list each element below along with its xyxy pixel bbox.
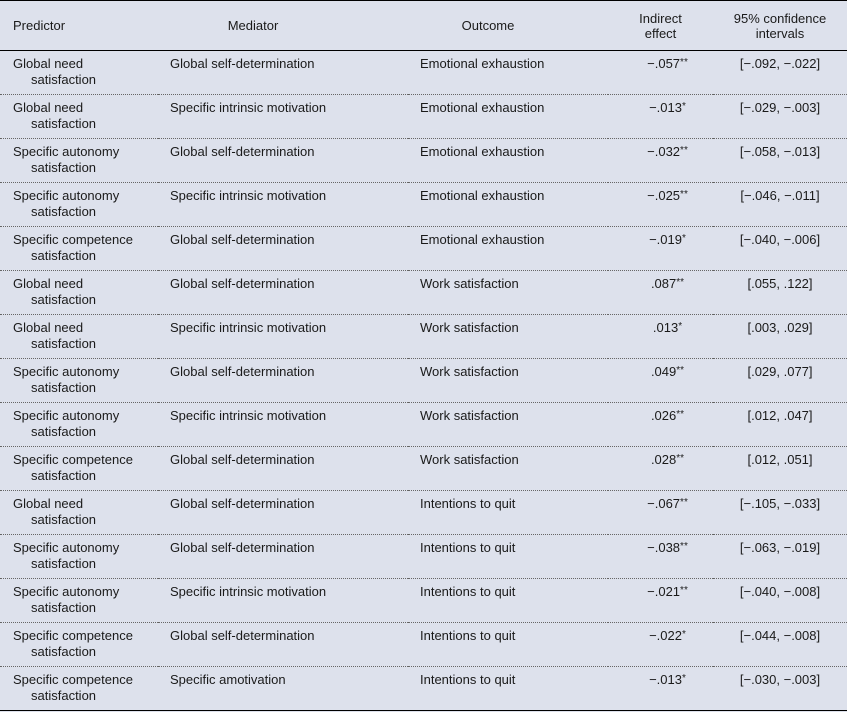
table-row: [0, 403, 847, 447]
predictor-cell: [0, 447, 158, 491]
predictor-line1: Specific autonomy: [13, 144, 120, 159]
significance-stars: *: [682, 629, 686, 640]
predictor-line2: satisfaction: [31, 644, 97, 659]
indirect-effect-cell: [608, 51, 713, 95]
mediator-cell: Global self-determination: [170, 276, 315, 291]
predictor-line2: satisfaction: [31, 512, 97, 527]
significance-stars: **: [680, 541, 688, 552]
outcome-cell: Emotional exhaustion: [420, 100, 545, 115]
table-row: [0, 183, 847, 227]
predictor-cell: [0, 359, 158, 403]
indirect-effect-cell: [608, 535, 713, 579]
mediator-cell: Global self-determination: [170, 496, 315, 511]
header-indirect-effect-line2: effect: [644, 25, 677, 41]
header-mediator-label: Mediator: [227, 18, 279, 33]
header-predictor-label: Predictor: [13, 18, 66, 33]
significance-stars: **: [680, 189, 688, 200]
outcome-cell: Intentions to quit: [420, 496, 516, 511]
predictor-line1: Global need: [13, 320, 84, 335]
predictor-line1: Specific autonomy: [13, 408, 120, 423]
significance-stars: **: [676, 365, 685, 376]
indirect-effect-value: .087: [650, 276, 677, 291]
predictor-line2: satisfaction: [31, 380, 97, 395]
significance-stars: **: [676, 409, 685, 420]
predictor-line1: Specific autonomy: [13, 584, 120, 599]
outcome-cell: Emotional exhaustion: [420, 232, 545, 247]
outcome-cell: Work satisfaction: [420, 364, 519, 379]
outcome-cell: Work satisfaction: [420, 452, 519, 467]
header-ci-line1: 95% confidence: [733, 10, 827, 26]
predictor-line2: satisfaction: [31, 556, 97, 571]
significance-stars: **: [680, 497, 688, 508]
predictor-line1: Specific competence: [13, 628, 133, 643]
header-outcome: [408, 1, 608, 51]
indirect-effect-value: −.013: [649, 100, 682, 115]
table-row: [0, 359, 847, 403]
indirect-effect-cell: [608, 491, 713, 535]
table-row: [0, 579, 847, 623]
header-indirect-effect: [608, 1, 713, 51]
outcome-cell: Emotional exhaustion: [420, 56, 545, 71]
significance-stars: **: [680, 585, 688, 596]
header-outcome-label: Outcome: [461, 18, 515, 33]
predictor-line1: Global need: [13, 496, 84, 511]
outcome-cell: Intentions to quit: [420, 584, 516, 599]
outcome-cell: Work satisfaction: [420, 320, 519, 335]
indirect-effect-value: −.021: [647, 584, 681, 599]
indirect-effect-value: −.013: [649, 672, 682, 687]
outcome-cell: Emotional exhaustion: [420, 188, 545, 203]
predictor-line1: Specific competence: [13, 452, 133, 467]
table-row: [0, 51, 847, 95]
significance-stars: *: [682, 101, 686, 112]
confidence-interval-cell: [−.040, −.006]: [739, 232, 821, 247]
outcome-cell: Intentions to quit: [420, 628, 516, 643]
confidence-interval-cell: [.012, .051]: [747, 452, 813, 467]
table-row: [0, 271, 847, 315]
header-indirect-effect-line1: Indirect: [639, 10, 682, 26]
confidence-interval-cell: [−.030, −.003]: [739, 672, 821, 687]
predictor-cell: [0, 535, 158, 579]
predictor-line2: satisfaction: [31, 204, 97, 219]
confidence-interval-cell: [−.092, −.022]: [739, 56, 821, 71]
mediator-cell: Global self-determination: [170, 56, 315, 71]
predictor-line2: satisfaction: [31, 600, 97, 615]
indirect-effect-value: −.057: [647, 56, 681, 71]
confidence-interval-cell: [.003, .029]: [747, 320, 813, 335]
indirect-effect-value: −.025: [647, 188, 681, 203]
indirect-effect-cell: [608, 227, 713, 271]
table-row: [0, 667, 847, 711]
header-predictor: [0, 1, 158, 51]
indirect-effect-cell: [608, 403, 713, 447]
confidence-interval-cell: [.012, .047]: [747, 408, 813, 423]
indirect-effect-value: .026: [650, 408, 677, 423]
predictor-line1: Global need: [13, 276, 84, 291]
outcome-cell: Emotional exhaustion: [420, 144, 545, 159]
outcome-cell: Intentions to quit: [420, 540, 516, 555]
table-body: [0, 51, 847, 711]
mediator-cell: Global self-determination: [170, 144, 315, 159]
table-row: [0, 447, 847, 491]
predictor-line2: satisfaction: [31, 336, 97, 351]
indirect-effect-value: −.019: [649, 232, 682, 247]
mediator-cell: Global self-determination: [170, 452, 315, 467]
predictor-cell: [0, 271, 158, 315]
outcome-cell: Work satisfaction: [420, 276, 519, 291]
indirect-effect-value: .013: [652, 320, 679, 335]
predictor-line2: satisfaction: [31, 72, 97, 87]
indirect-effect-value: .028: [650, 452, 677, 467]
predictor-line1: Specific autonomy: [13, 540, 120, 555]
mediator-cell: Global self-determination: [170, 540, 315, 555]
indirect-effect-value: −.067: [647, 496, 681, 511]
indirect-effect-value: −.032: [647, 144, 681, 159]
mediator-cell: Specific intrinsic motivation: [170, 320, 327, 335]
confidence-interval-cell: [.055, .122]: [747, 276, 813, 291]
predictor-line1: Global need: [13, 100, 84, 115]
mediator-cell: Global self-determination: [170, 628, 315, 643]
predictor-cell: [0, 667, 158, 711]
table-row: [0, 535, 847, 579]
indirect-effect-cell: [608, 271, 713, 315]
predictor-line1: Specific competence: [13, 672, 133, 687]
significance-stars: *: [682, 233, 686, 244]
header-confidence-intervals: [713, 1, 847, 51]
table-row: [0, 227, 847, 271]
indirect-effect-cell: [608, 667, 713, 711]
significance-stars: **: [680, 145, 688, 156]
table-row: [0, 315, 847, 359]
indirect-effect-value: .049: [650, 364, 677, 379]
predictor-line1: Specific autonomy: [13, 364, 120, 379]
indirect-effect-value: −.038: [647, 540, 681, 555]
outcome-cell: Work satisfaction: [420, 408, 519, 423]
significance-stars: *: [682, 673, 686, 684]
predictor-cell: [0, 139, 158, 183]
indirect-effect-cell: [608, 95, 713, 139]
indirect-effect-value: −.022: [649, 628, 682, 643]
mediator-cell: Specific intrinsic motivation: [170, 188, 327, 203]
predictor-cell: [0, 227, 158, 271]
confidence-interval-cell: [−.058, −.013]: [739, 144, 821, 159]
confidence-interval-cell: [−.105, −.033]: [739, 496, 821, 511]
indirect-effect-cell: [608, 183, 713, 227]
significance-stars: **: [680, 57, 688, 68]
header-row: [0, 1, 847, 51]
mediator-cell: Global self-determination: [170, 232, 315, 247]
table-header: [0, 1, 847, 51]
predictor-cell: [0, 51, 158, 95]
mediator-cell: Specific intrinsic motivation: [170, 408, 327, 423]
mediator-cell: Specific intrinsic motivation: [170, 584, 327, 599]
confidence-interval-cell: [−.046, −.011]: [740, 188, 820, 203]
header-mediator: [158, 1, 408, 51]
indirect-effect-cell: [608, 623, 713, 667]
predictor-cell: [0, 315, 158, 359]
predictor-cell: [0, 183, 158, 227]
table-row: [0, 95, 847, 139]
predictor-cell: [0, 95, 158, 139]
predictor-line1: Specific competence: [13, 232, 133, 247]
predictor-cell: [0, 491, 158, 535]
predictor-cell: [0, 579, 158, 623]
indirect-effect-cell: [608, 447, 713, 491]
indirect-effect-cell: [608, 139, 713, 183]
table-row: [0, 139, 847, 183]
predictor-cell: [0, 623, 158, 667]
indirect-effect-cell: [608, 315, 713, 359]
mediator-cell: Specific amotivation: [170, 672, 286, 687]
predictor-line2: satisfaction: [31, 468, 97, 483]
mediator-cell: Global self-determination: [170, 364, 315, 379]
table-row: [0, 623, 847, 667]
predictor-line2: satisfaction: [31, 248, 97, 263]
outcome-cell: Intentions to quit: [420, 672, 516, 687]
significance-stars: **: [676, 453, 685, 464]
predictor-line1: Global need: [13, 56, 84, 71]
confidence-interval-cell: [−.044, −.008]: [739, 628, 821, 643]
significance-stars: **: [676, 277, 685, 288]
indirect-effect-cell: [608, 359, 713, 403]
table-row: [0, 491, 847, 535]
predictor-line2: satisfaction: [31, 688, 97, 703]
predictor-line1: Specific autonomy: [13, 188, 120, 203]
predictor-line2: satisfaction: [31, 160, 97, 175]
predictor-cell: [0, 403, 158, 447]
confidence-interval-cell: [−.029, −.003]: [739, 100, 821, 115]
significance-stars: *: [678, 321, 683, 332]
confidence-interval-cell: [−.040, −.008]: [739, 584, 821, 599]
mediator-cell: Specific intrinsic motivation: [170, 100, 327, 115]
confidence-interval-cell: [.029, .077]: [747, 364, 813, 379]
predictor-line2: satisfaction: [31, 292, 97, 307]
indirect-effect-cell: [608, 579, 713, 623]
confidence-interval-cell: [−.063, −.019]: [739, 540, 821, 555]
predictor-line2: satisfaction: [31, 424, 97, 439]
predictor-line2: satisfaction: [31, 116, 97, 131]
header-ci-line2: intervals: [755, 25, 805, 41]
